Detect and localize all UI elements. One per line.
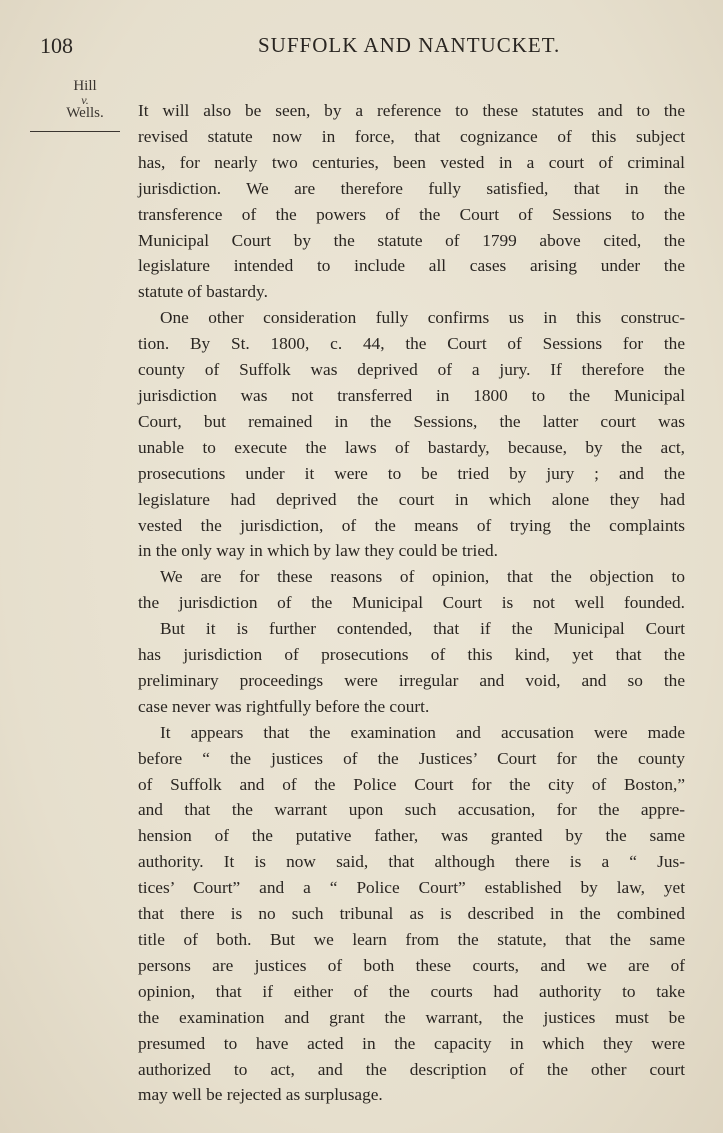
text-line: in the only way in which by law they could be tried. — [138, 541, 498, 561]
text-line: It will also be seen, by a reference to these statutes and to the — [138, 101, 685, 120]
text-line: of Suffolk and of the Police Court for the city of Boston,” — [138, 774, 685, 794]
margin-rule — [30, 131, 120, 132]
text-line: Court, but remained in the Sessions, the latter court was — [138, 411, 685, 431]
text-line: preliminary proceedings were irregular and void, and so the — [138, 670, 685, 690]
text-line: jurisdiction was not transferred in 1800 to the Municipal — [138, 385, 685, 405]
text-line: transference of the powers of the Court of Sessions to the — [138, 204, 685, 224]
body-text — [138, 98, 685, 1108]
text-line: Municipal Court by the statute of 1799 above cited, the — [138, 230, 685, 250]
text-line: county of Suffolk was deprived of a jury. If therefore the — [138, 360, 685, 380]
text-line: title of both. But we learn from the statute, that the same — [138, 930, 685, 949]
text-line: vested the jurisdiction, of the means of trying the complaints — [138, 515, 685, 535]
text-line: presumed to have acted in the capacity in which they were — [138, 1033, 685, 1053]
text-line: case never was rightfully before the court. — [138, 696, 430, 716]
text-line: opinion, that if either of the courts had authority to take — [138, 981, 685, 1001]
margin-note-line: Hill — [73, 78, 97, 94]
text-line: before “ the justices of the Justices’ Court for the county — [138, 748, 685, 768]
text-line: and that the warrant upon such accusation, for the appre- — [138, 800, 685, 820]
text-line: persons are justices of both these courts, and we are of — [138, 955, 685, 975]
text-line: statute of bastardy. — [138, 282, 268, 302]
text-line: that there is no such tribunal as is described in the combined — [138, 904, 685, 924]
text-line: revised statute now in force, that cognizance of this subject — [138, 126, 685, 146]
text-line: legislature had deprived the court in which alone they had — [138, 489, 685, 509]
text-line: legislature intended to include all cases arising under the — [138, 256, 685, 276]
text-line: But it is further contended, that if the Municipal Court — [160, 619, 685, 639]
text-line: the examination and grant the warrant, the justices must be — [138, 1007, 685, 1027]
text-line: hension of the putative father, was granted by the same — [138, 826, 685, 846]
text-line: tices’ Court” and a “ Police Court” established by law, yet — [138, 878, 685, 898]
margin-note-line: v. — [81, 93, 89, 107]
text-line: One other consideration fully confirms us in this construc- — [160, 308, 685, 328]
text-line: may well be rejected as surplusage. — [138, 1085, 383, 1105]
text-line: tion. By St. 1800, c. 44, the Court of Sessions for the — [138, 334, 685, 354]
text-line: has, for nearly two centuries, been vested in a court of criminal — [138, 152, 685, 172]
text-line: the jurisdiction of the Municipal Court is not well founded. — [138, 593, 685, 613]
text-line: authorized to act, and the description of the other court — [138, 1059, 685, 1079]
text-line: It appears that the examination and accusation were made — [160, 722, 685, 742]
text-line: jurisdiction. We are therefore fully satisfied, that in the — [138, 178, 685, 198]
text-line: authority. It is now said, that although there is a “ Jus- — [138, 852, 685, 872]
text-line: We are for these reasons of opinion, that the objection to — [160, 567, 685, 587]
text-line: has jurisdiction of prosecutions of this kind, yet that the — [138, 645, 685, 665]
text-line: prosecutions under it were to be tried by jury ; and the — [138, 463, 685, 483]
text-line: unable to execute the laws of bastardy, because, by the act, — [138, 437, 685, 457]
margin-note — [40, 78, 130, 132]
running-head: SUFFOLK AND NANTUCKET. — [258, 33, 561, 57]
page-number: 108 — [40, 33, 73, 58]
margin-note-line: Wells. — [66, 105, 104, 121]
